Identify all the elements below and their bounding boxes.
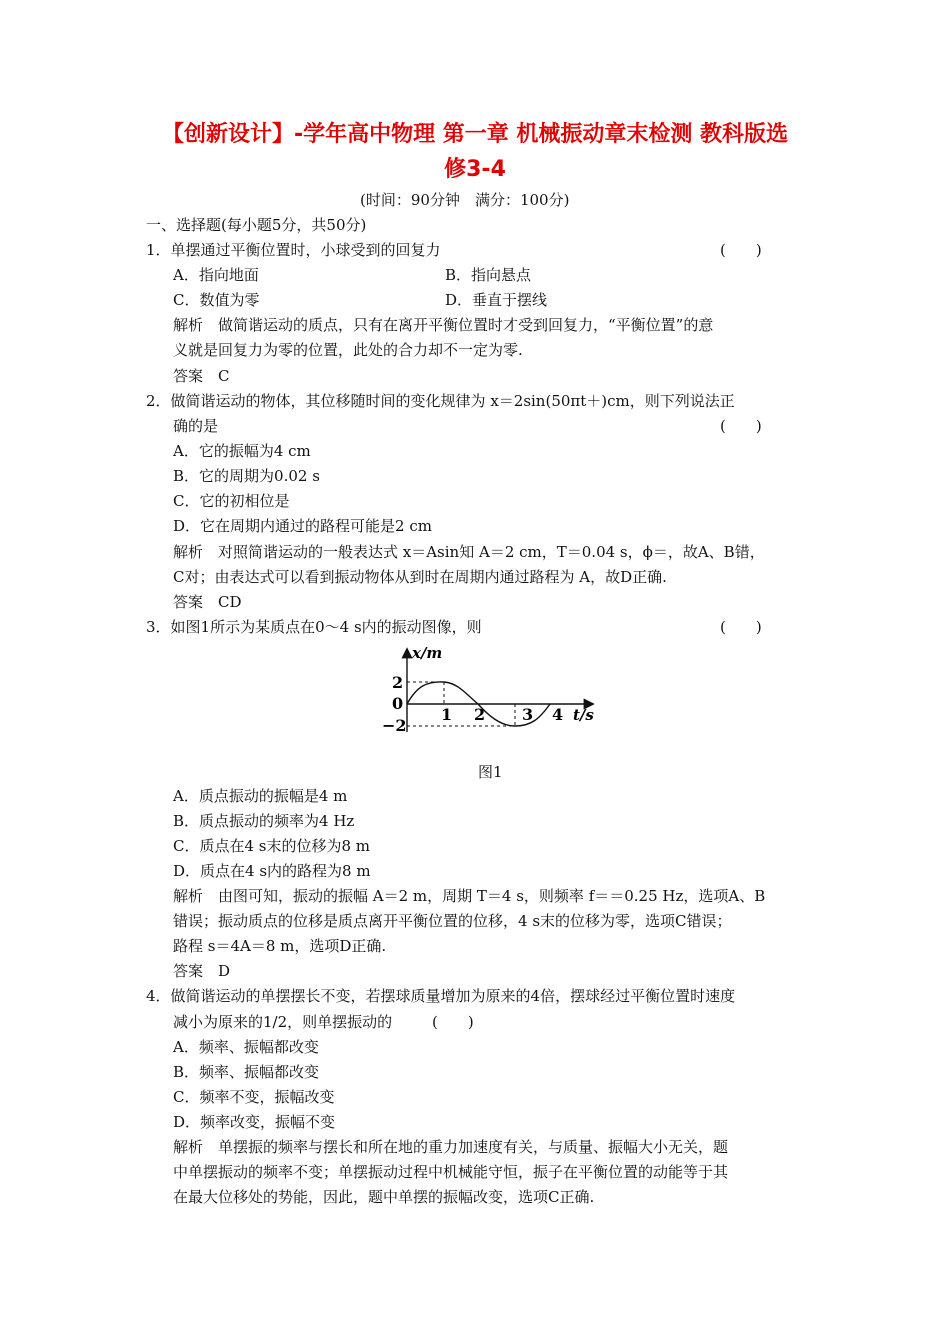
q1-explanation-line-1: 解析 做简谐运动的质点，只有在离开平衡位置时才受到回复力，“平衡位置”的意 [173,316,714,334]
q1-option-a: A．指向地面 [173,266,259,284]
q3-option-c: C．质点在4 s末的位移为8 m [173,837,371,855]
q2-answer: 答案 CD [173,593,242,611]
document-title-line-1: 【创新设计】-学年高中物理 第一章 机械振动章末检测 教科版选 [161,122,789,147]
q2-explanation-line-1: 解析 对照简谐运动的一般表达式 x＝Asin知 A＝2 cm，T＝0.04 s，ϕ＝，故A、B错， [173,543,765,561]
graph-x-tick-3: 3 [522,705,534,724]
q4-option-b: B．频率、振幅都改变 [173,1063,320,1081]
q1-answer: 答案 C [173,367,230,385]
graph-x-label: t/s [573,706,594,724]
document-title-line-2: 修3-4 [444,157,506,182]
section-heading: 一、选择题(每小题5分，共50分) [146,216,367,234]
q2-stem-line-2: 确的是 [173,417,219,435]
q1-answer-blank: ( ) [720,241,762,259]
q4-explanation-line-2: 中单摆振动的频率不变；单摆振动过程中机械能守恒，振子在平衡位置的动能等于其 [173,1163,729,1181]
q1-option-d: D．垂直于摆线 [445,291,548,309]
graph-y-tick-pos: 2 [392,673,404,692]
q4-option-c: C．频率不变，振幅改变 [173,1088,335,1106]
q4-explanation-line-1: 解析 单摆振的频率与摆长和所在地的重力加速度有关，与质量、振幅大小无关，题 [173,1138,729,1156]
q4-explanation-line-3: 在最大位移处的势能，因此，题中单摆的振幅改变，选项C正确. [173,1188,595,1206]
graph-x-tick-2: 2 [474,705,486,724]
q3-explanation-line-2: 错误；振动质点的位移是质点离开平衡位置的位移，4 s末的位移为零，选项C错误； [173,912,732,930]
q3-option-d: D．质点在4 s内的路程为8 m [173,862,371,880]
q2-option-b: B．它的周期为0.02 s [173,467,320,485]
q3-explanation-line-3: 路程 s＝4A＝8 m，选项D正确. [173,937,387,955]
q1-explanation-line-2: 义就是回复力为零的位置，此处的合力却不一定为零. [173,341,523,359]
q3-option-b: B．质点振动的频率为4 Hz [173,812,355,830]
graph-x-tick-4: 4 [552,705,564,724]
q1-option-b: B．指向悬点 [445,266,532,284]
q2-answer-blank: ( ) [720,417,762,435]
q2-option-d: D．它在周期内通过的路程可能是2 cm [173,517,432,535]
q1-stem: 1．单摆通过平衡位置时，小球受到的回复力 [146,241,441,259]
graph-y-label: x/m [412,644,443,662]
q4-stem-line-1: 4．做简谐运动的单摆摆长不变，若摆球质量增加为原来的4倍，摆球经过平衡位置时速度 [146,987,736,1005]
q3-option-a: A．质点振动的振幅是4 m [173,787,348,805]
vibration-graph [360,640,610,740]
q2-option-c: C．它的初相位是 [173,492,290,510]
figure-caption: 图1 [478,763,503,781]
q4-answer-blank: ( ) [432,1013,474,1031]
q2-explanation-line-2: C对；由表达式可以看到振动物体从到时在周期内通过路程为 A，故D正确. [173,568,667,586]
graph-y-tick-neg: −2 [382,716,407,735]
q3-explanation-line-1: 解析 由图可知，振动的振幅 A＝2 m，周期 T＝4 s，则频率 f＝＝0.25 Hz，选项A、B [173,887,766,905]
graph-origin-label: 0 [392,694,404,713]
q4-option-d: D．频率改变，振幅不变 [173,1113,336,1131]
q3-answer-blank: ( ) [720,618,762,636]
q1-option-c: C．数值为零 [173,291,260,309]
q4-stem-line-2: 减小为原来的1/2，则单摆振动的 [173,1013,393,1031]
q2-stem-line-1: 2．做简谐运动的物体，其位移随时间的变化规律为 x＝2sin(50πt＋)cm，则下列说法正 [146,392,735,410]
q2-option-a: A．它的振幅为4 cm [173,442,311,460]
graph-x-tick-1: 1 [441,705,453,724]
q4-option-a: A．频率、振幅都改变 [173,1038,319,1056]
q3-stem: 3．如图1所示为某质点在0～4 s内的振动图像，则 [146,618,482,636]
exam-meta: (时间：90分钟 满分：100分) [360,191,570,209]
q3-answer: 答案 D [173,962,231,980]
